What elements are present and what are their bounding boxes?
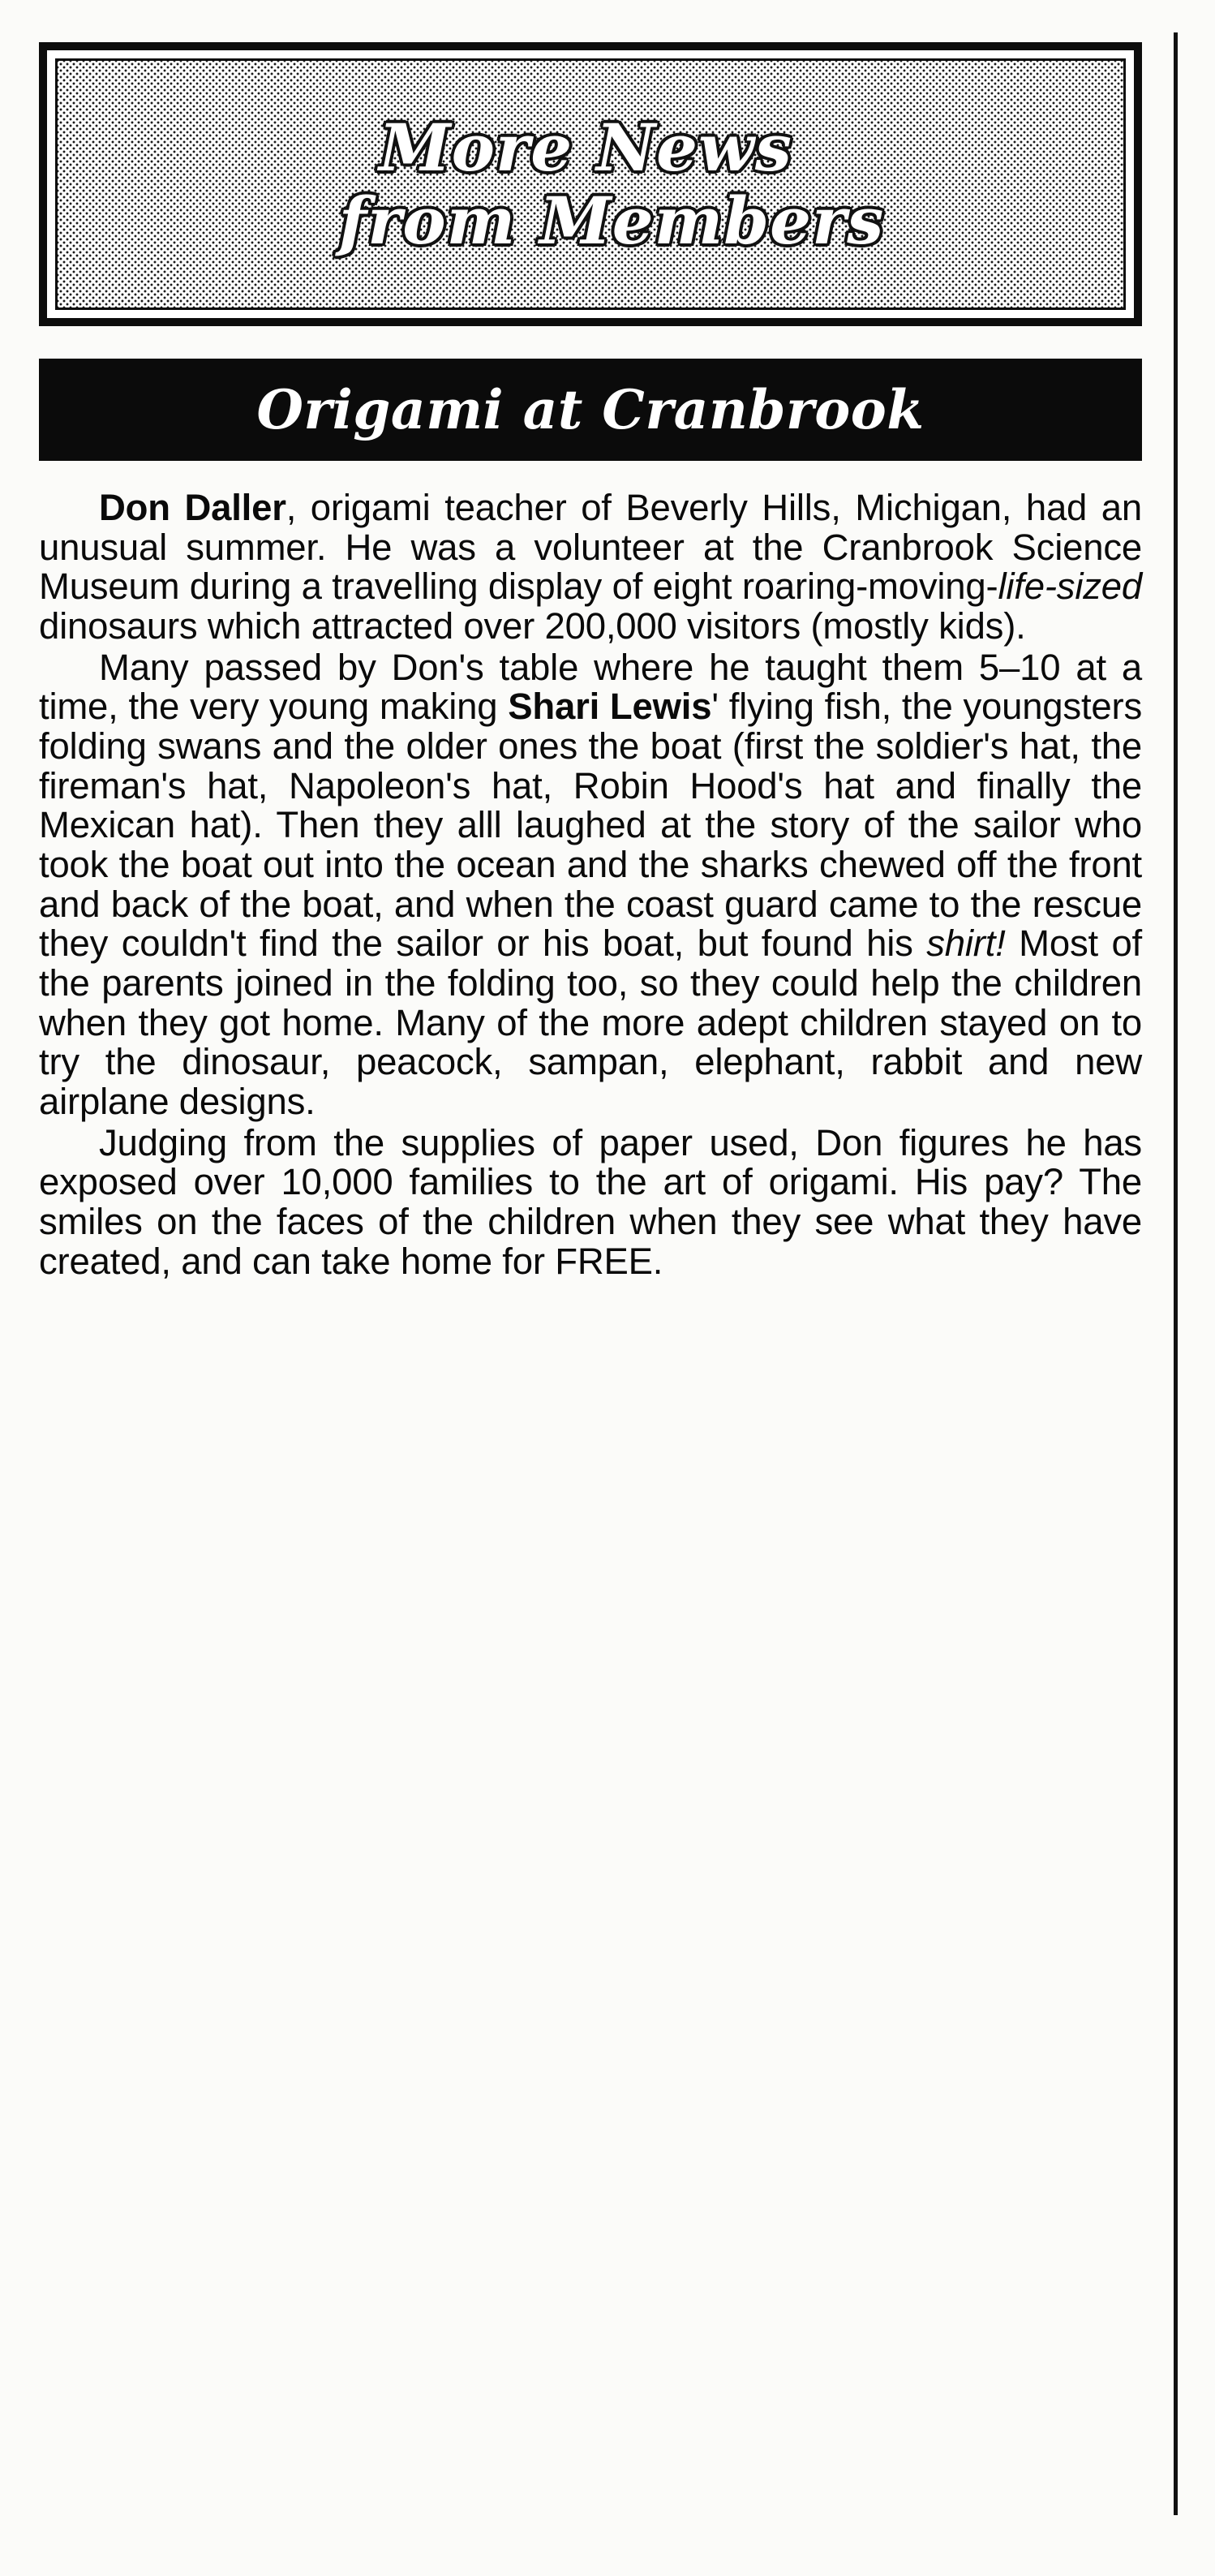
emphasis-name: Shari Lewis <box>508 686 712 728</box>
paragraph-text: dinosaurs which attracted over 200,000 visitors (mostly kids). <box>39 605 1026 647</box>
masthead-halftone-panel <box>55 58 1126 310</box>
article-title-bar <box>39 359 1142 461</box>
article-paragraph <box>39 488 1142 647</box>
paragraph-text: Judging from the supplies of paper used, Don figures he has exposed over 10,000 families to the art of origami. His pay? The smiles on the faces of the children when they see what they have created, and can take home for FREE. <box>39 1121 1142 1282</box>
paragraph-text: ' flying fish, the youngsters folding swans and the older ones the boat (first the soldier's hat, the fireman's hat, Napoleon's hat, Robin Hood's hat and finally the Mexican hat). Then they alll laughed at the story of the sailor who took the boat out into the ocean and the sharks chewed off the front and back of the boat, and when the coast guard came to the rescue they couldn't find the sailor or his boat, but found his <box>39 686 1143 965</box>
masthead-banner <box>39 42 1142 326</box>
paragraph-text: , origami teacher of Beverly Hills, Michigan, had an unusual summer. He was a volunteer at the Cranbrook Science Museum during a travelling display of eight roaring-moving- <box>39 487 1142 608</box>
paragraph-text: Many passed by Don's table where he taught them 5–10 at a time, the very young making <box>39 646 1142 728</box>
article-paragraph <box>39 648 1142 1122</box>
masthead-title-line-1: More News <box>379 110 792 186</box>
article-title: Origami at Cranbrook <box>256 378 925 441</box>
emphasis-name: Don Daller <box>99 487 286 528</box>
paragraph-text: Most of the parents joined in the folding too, so they could help the children when they got home. Many of the more adept children stayed on to try the dinosaur, peacock, sampan, elephant, rabbit and new airplane designs. <box>39 922 1143 1123</box>
emphasis-italic: shirt! <box>926 922 1006 965</box>
masthead-title-line-2: from Members <box>338 183 885 259</box>
column-divider-rule <box>1174 32 1178 2515</box>
article-column <box>39 42 1142 1281</box>
article-paragraph <box>39 1121 1142 1282</box>
article-body <box>39 488 1142 1281</box>
emphasis-italic: life-sized <box>998 566 1142 608</box>
